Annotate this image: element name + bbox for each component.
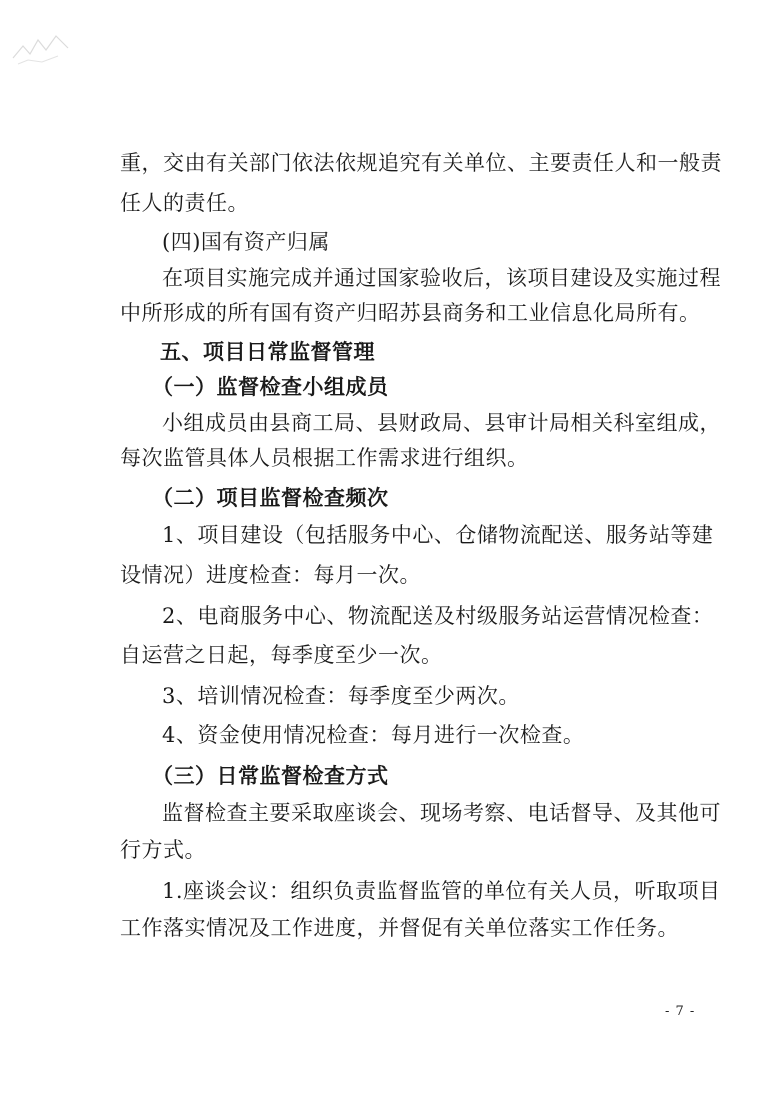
- list-item: 1、项目建设（包括服务中心、仓储物流配送、服务站等建: [162, 523, 714, 547]
- page-number: - 7 -: [665, 1004, 696, 1019]
- paragraph-line: 工作落实情况及工作进度，并督促有关单位落实工作任务。: [120, 916, 679, 940]
- section-subheading: （三）日常监督检查方式: [152, 763, 389, 788]
- paragraph-line: 任人的责任。: [120, 191, 249, 215]
- paragraph-line: 在项目实施完成并通过国家验收后，该项目建设及实施过程: [162, 266, 721, 290]
- list-item: 1.座谈会议：组织负责监督监管的单位有关人员，听取项目: [162, 879, 721, 903]
- list-item: 4、资金使用情况检查：每月进行一次检查。: [162, 723, 585, 747]
- list-item: 2、电商服务中心、物流配送及村级服务站运营情况检查：: [162, 604, 714, 628]
- list-item: 3、培训情况检查：每季度至少两次。: [162, 684, 520, 708]
- paragraph-line: 中所形成的所有国有资产归昭苏县商务和工业信息化局所有。: [120, 301, 701, 325]
- section-subheading: (四)国有资产归属: [162, 230, 330, 254]
- section-heading: 五、项目日常监督管理: [160, 339, 375, 364]
- section-subheading: （一）监督检查小组成员: [152, 374, 389, 399]
- paragraph-line: 重，交由有关部门依法依规追究有关单位、主要责任人和一般责: [120, 151, 722, 175]
- paragraph-line: 自运营之日起，每季度至少一次。: [120, 643, 443, 667]
- section-subheading: （二）项目监督检查频次: [152, 485, 389, 510]
- scan-artifact-icon: [8, 28, 78, 68]
- paragraph-line: 每次监管具体人员根据工作需求进行组织。: [120, 446, 529, 470]
- paragraph-line: 小组成员由县商工局、县财政局、县审计局相关科室组成，: [162, 411, 721, 435]
- paragraph-line: 行方式。: [120, 838, 206, 862]
- paragraph-line: 设情况）进度检查：每月一次。: [120, 563, 421, 587]
- paragraph-line: 监督检查主要采取座谈会、现场考察、电话督导、及其他可: [162, 801, 721, 825]
